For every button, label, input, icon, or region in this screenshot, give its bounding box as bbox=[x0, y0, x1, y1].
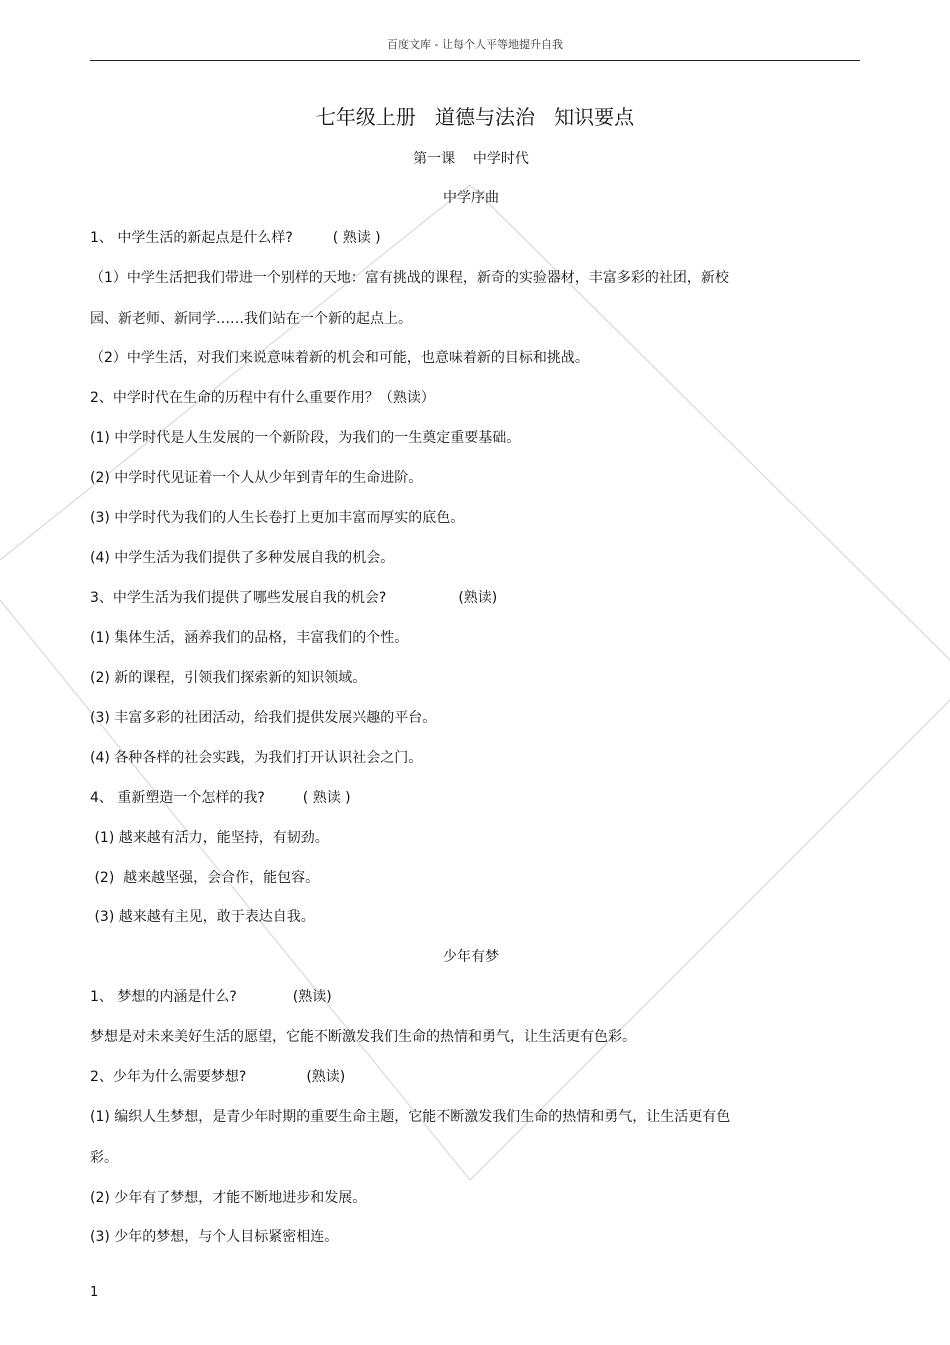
answer-line: (4) 各种各样的社会实践，为我们打开认识社会之门。 bbox=[90, 750, 423, 766]
question-text: 1、 中学生活的新起点是什么样? bbox=[90, 230, 293, 246]
page-header: 百度文库 - 让每个人平等地提升自我 bbox=[387, 38, 563, 51]
answer-line: (3) 越来越有主见，敢于表达自我。 bbox=[90, 909, 315, 925]
document-title: 七年级上册 道德与法治 知识要点 bbox=[315, 105, 635, 129]
answer-line: （1）中学生活把我们带进一个别样的天地：富有挑战的课程，新奇的实验器材，丰富多彩的社团，新校 bbox=[90, 270, 729, 286]
question-tag: ( 熟读 ) bbox=[332, 230, 381, 246]
question bbox=[90, 1068, 345, 1086]
answer-line: (1) 中学时代是人生发展的一个新阶段，为我们的一生奠定重要基础。 bbox=[90, 430, 521, 446]
question bbox=[90, 389, 435, 407]
answer-line: 园、新老师、新同学……我们站在一个新的起点上。 bbox=[90, 311, 412, 327]
page-number: 1 bbox=[90, 1285, 99, 1300]
question-text: 1、 梦想的内涵是什么? bbox=[90, 989, 237, 1005]
question-text: 3、中学生活为我们提供了哪些发展自我的机会? bbox=[90, 590, 387, 606]
question-text: 4、 重新塑造一个怎样的我? bbox=[90, 790, 265, 806]
lesson-heading: 第一课 中学时代 bbox=[413, 151, 529, 167]
question-tag: ( 熟读 ) bbox=[302, 790, 351, 806]
question bbox=[90, 589, 497, 607]
question-text: 2、中学时代在生命的历程中有什么重要作用？（熟读） bbox=[90, 390, 435, 406]
answer-line: (1) 越来越有活力，能坚持，有韧劲。 bbox=[90, 830, 329, 846]
answer-line: (2) 越来越坚强，会合作，能包容。 bbox=[90, 870, 320, 886]
header-divider bbox=[90, 60, 860, 61]
answer-line: 梦想是对未来美好生活的愿望，它能不断激发我们生命的热情和勇气，让生活更有色彩。 bbox=[90, 1029, 636, 1045]
answer-line: （2）中学生活，对我们来说意味着新的机会和可能，也意味着新的目标和挑战。 bbox=[90, 350, 589, 366]
answer-line: (2) 新的课程，引领我们探索新的知识领域。 bbox=[90, 670, 367, 686]
answer-line: (1) 编织人生梦想，是青少年时期的重要生命主题，它能不断激发我们生命的热情和勇气，让生活更有色 bbox=[90, 1109, 731, 1125]
answer-line: (2) 少年有了梦想，才能不断地进步和发展。 bbox=[90, 1190, 367, 1206]
answer-line: (4) 中学生活为我们提供了多种发展自我的机会。 bbox=[90, 550, 395, 566]
answer-line: (3) 丰富多彩的社团活动，给我们提供发展兴趣的平台。 bbox=[90, 710, 437, 726]
question bbox=[90, 988, 332, 1006]
answer-line: (2) 中学时代见证着一个人从少年到青年的生命进阶。 bbox=[90, 470, 423, 486]
question-tag: (熟读) bbox=[306, 1069, 346, 1085]
answer-line: (3) 中学时代为我们的人生长卷打上更加丰富而厚实的底色。 bbox=[90, 510, 465, 526]
question bbox=[90, 229, 381, 247]
section-heading: 中学序曲 bbox=[443, 190, 499, 206]
section-heading: 少年有梦 bbox=[443, 949, 499, 965]
answer-line: (1) 集体生活，涵养我们的品格，丰富我们的个性。 bbox=[90, 630, 409, 646]
question-text: 2、少年为什么需要梦想? bbox=[90, 1069, 247, 1085]
answer-line: 彩。 bbox=[90, 1150, 118, 1166]
answer-line: (3) 少年的梦想，与个人目标紧密相连。 bbox=[90, 1229, 339, 1245]
question-tag: (熟读) bbox=[292, 989, 332, 1005]
question-tag: (熟读) bbox=[458, 590, 498, 606]
question bbox=[90, 789, 351, 807]
